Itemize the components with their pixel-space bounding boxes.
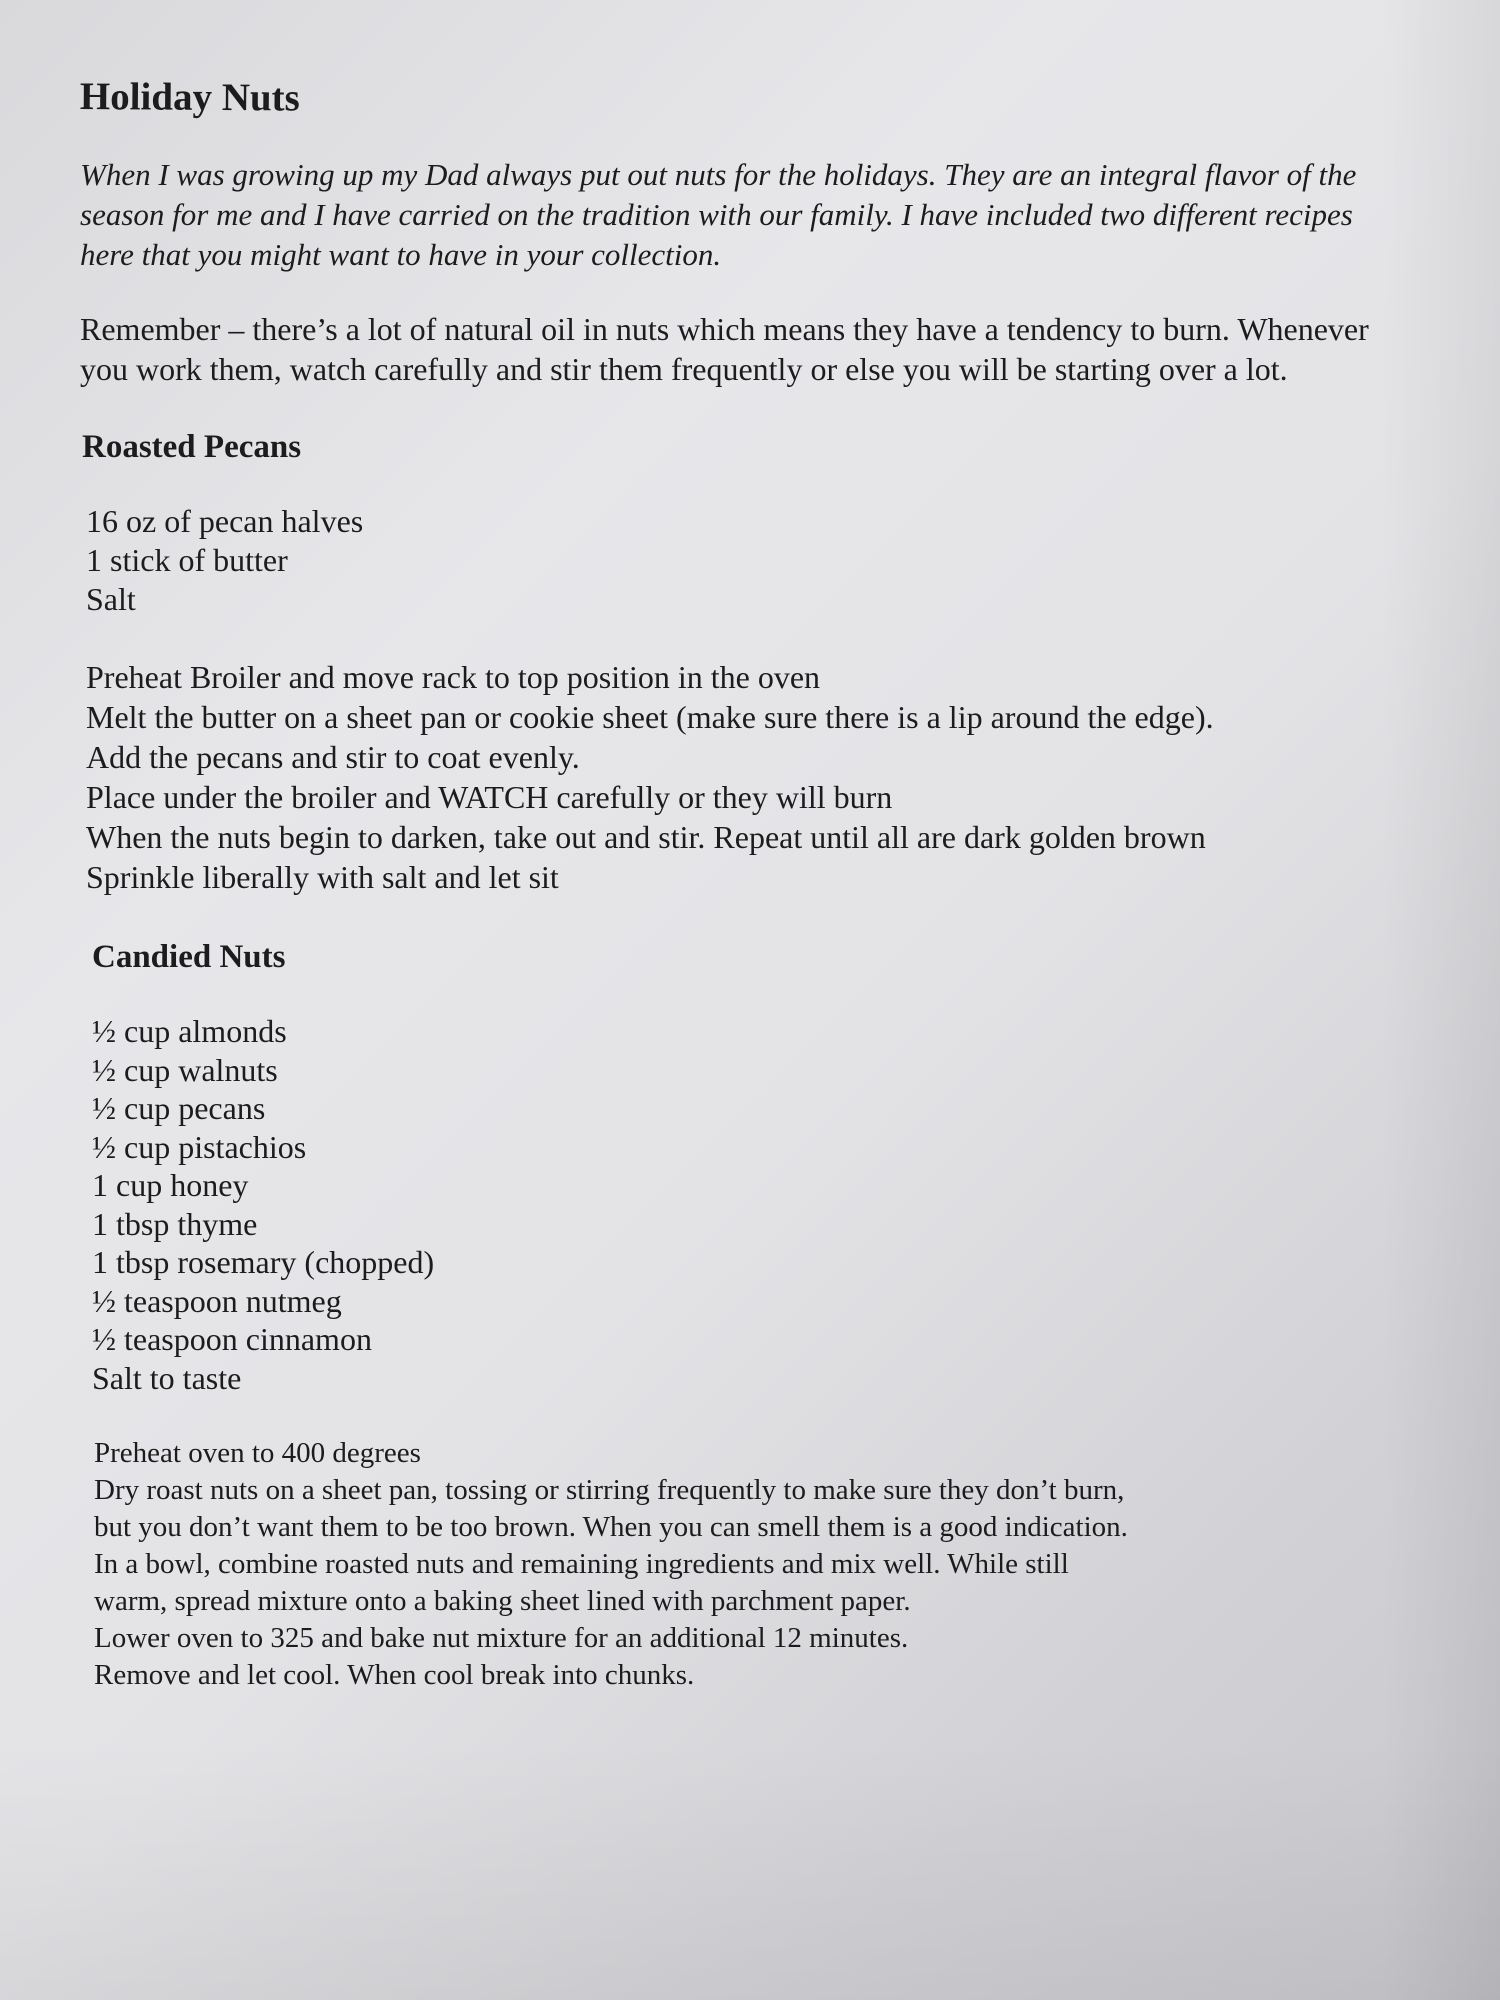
ingredient-item: 16 oz of pecan halves <box>86 503 364 539</box>
ingredient-item: ½ teaspoon nutmeg <box>92 1282 342 1319</box>
ingredient-item: Salt to taste <box>92 1359 242 1396</box>
roasted-pecans-ingredients <box>86 502 1420 619</box>
roasted-pecans-steps <box>86 657 1420 897</box>
step-line: When the nuts begin to darken, take out and stir. Repeat until all are dark golden brown <box>86 819 1206 855</box>
step-line: but you don’t want them to be too brown. When you can smell them is a good indication. <box>94 1511 1128 1543</box>
step-line: Sprinkle liberally with salt and let sit <box>86 859 559 895</box>
page-title: Holiday Nuts <box>79 74 300 120</box>
remember-text: Remember – there’s a lot of natural oil in nuts which means they have a tendency to burn. Whenever you work them, watch carefully and stir them frequently or else you will be starting over a lot. <box>80 311 1369 387</box>
step-line: Melt the butter on a sheet pan or cookie sheet (make sure there is a lip around the edge). <box>86 699 1214 735</box>
ingredient-item: ½ cup walnuts <box>92 1051 278 1088</box>
ingredient-item: Salt <box>86 581 136 617</box>
step-line: Preheat Broiler and move rack to top position in the oven <box>86 659 821 695</box>
ingredient-item: ½ cup almonds <box>92 1013 287 1049</box>
ingredient-item: 1 tbsp rosemary (chopped) <box>92 1244 435 1280</box>
ingredient-item: 1 cup honey <box>92 1167 249 1203</box>
step-line: warm, spread mixture onto a baking sheet lined with parchment paper. <box>94 1585 911 1617</box>
ingredient-item: 1 tbsp thyme <box>92 1205 258 1242</box>
step-line: Add the pecans and stir to coat evenly. <box>86 739 580 775</box>
candied-nuts-steps <box>94 1435 1384 1694</box>
roasted-pecans-title: Roasted Pecans <box>82 429 302 465</box>
candied-nuts-ingredients <box>92 1012 1420 1397</box>
intro-text: When I was growing up my Dad always put out nuts for the holidays. They are an integral flavor of the season for me and I have carried on the tradition with our family. I have included two different recipes here that you might want to have in your collection. <box>80 157 1357 272</box>
step-line: Remove and let cool. When cool break into chunks. <box>94 1659 695 1691</box>
remember-paragraph <box>80 309 1410 389</box>
intro-paragraph <box>80 155 1400 275</box>
ingredient-item: ½ teaspoon cinnamon <box>92 1321 372 1357</box>
step-line: Place under the broiler and WATCH carefully or they will burn <box>86 779 893 815</box>
step-line: In a bowl, combine roasted nuts and remaining ingredients and mix well. While still <box>94 1548 1069 1580</box>
step-line: Dry roast nuts on a sheet pan, tossing or stirring frequently to make sure they don’t burn, <box>94 1474 1125 1506</box>
candied-nuts-title: Candied Nuts <box>92 939 286 975</box>
ingredient-item: ½ cup pistachios <box>92 1128 307 1165</box>
step-line: Preheat oven to 400 degrees <box>94 1437 421 1469</box>
ingredient-item: ½ cup pecans <box>92 1090 266 1126</box>
step-line: Lower oven to 325 and bake nut mixture for an additional 12 minutes. <box>94 1622 909 1654</box>
ingredient-item: 1 stick of butter <box>86 542 288 578</box>
